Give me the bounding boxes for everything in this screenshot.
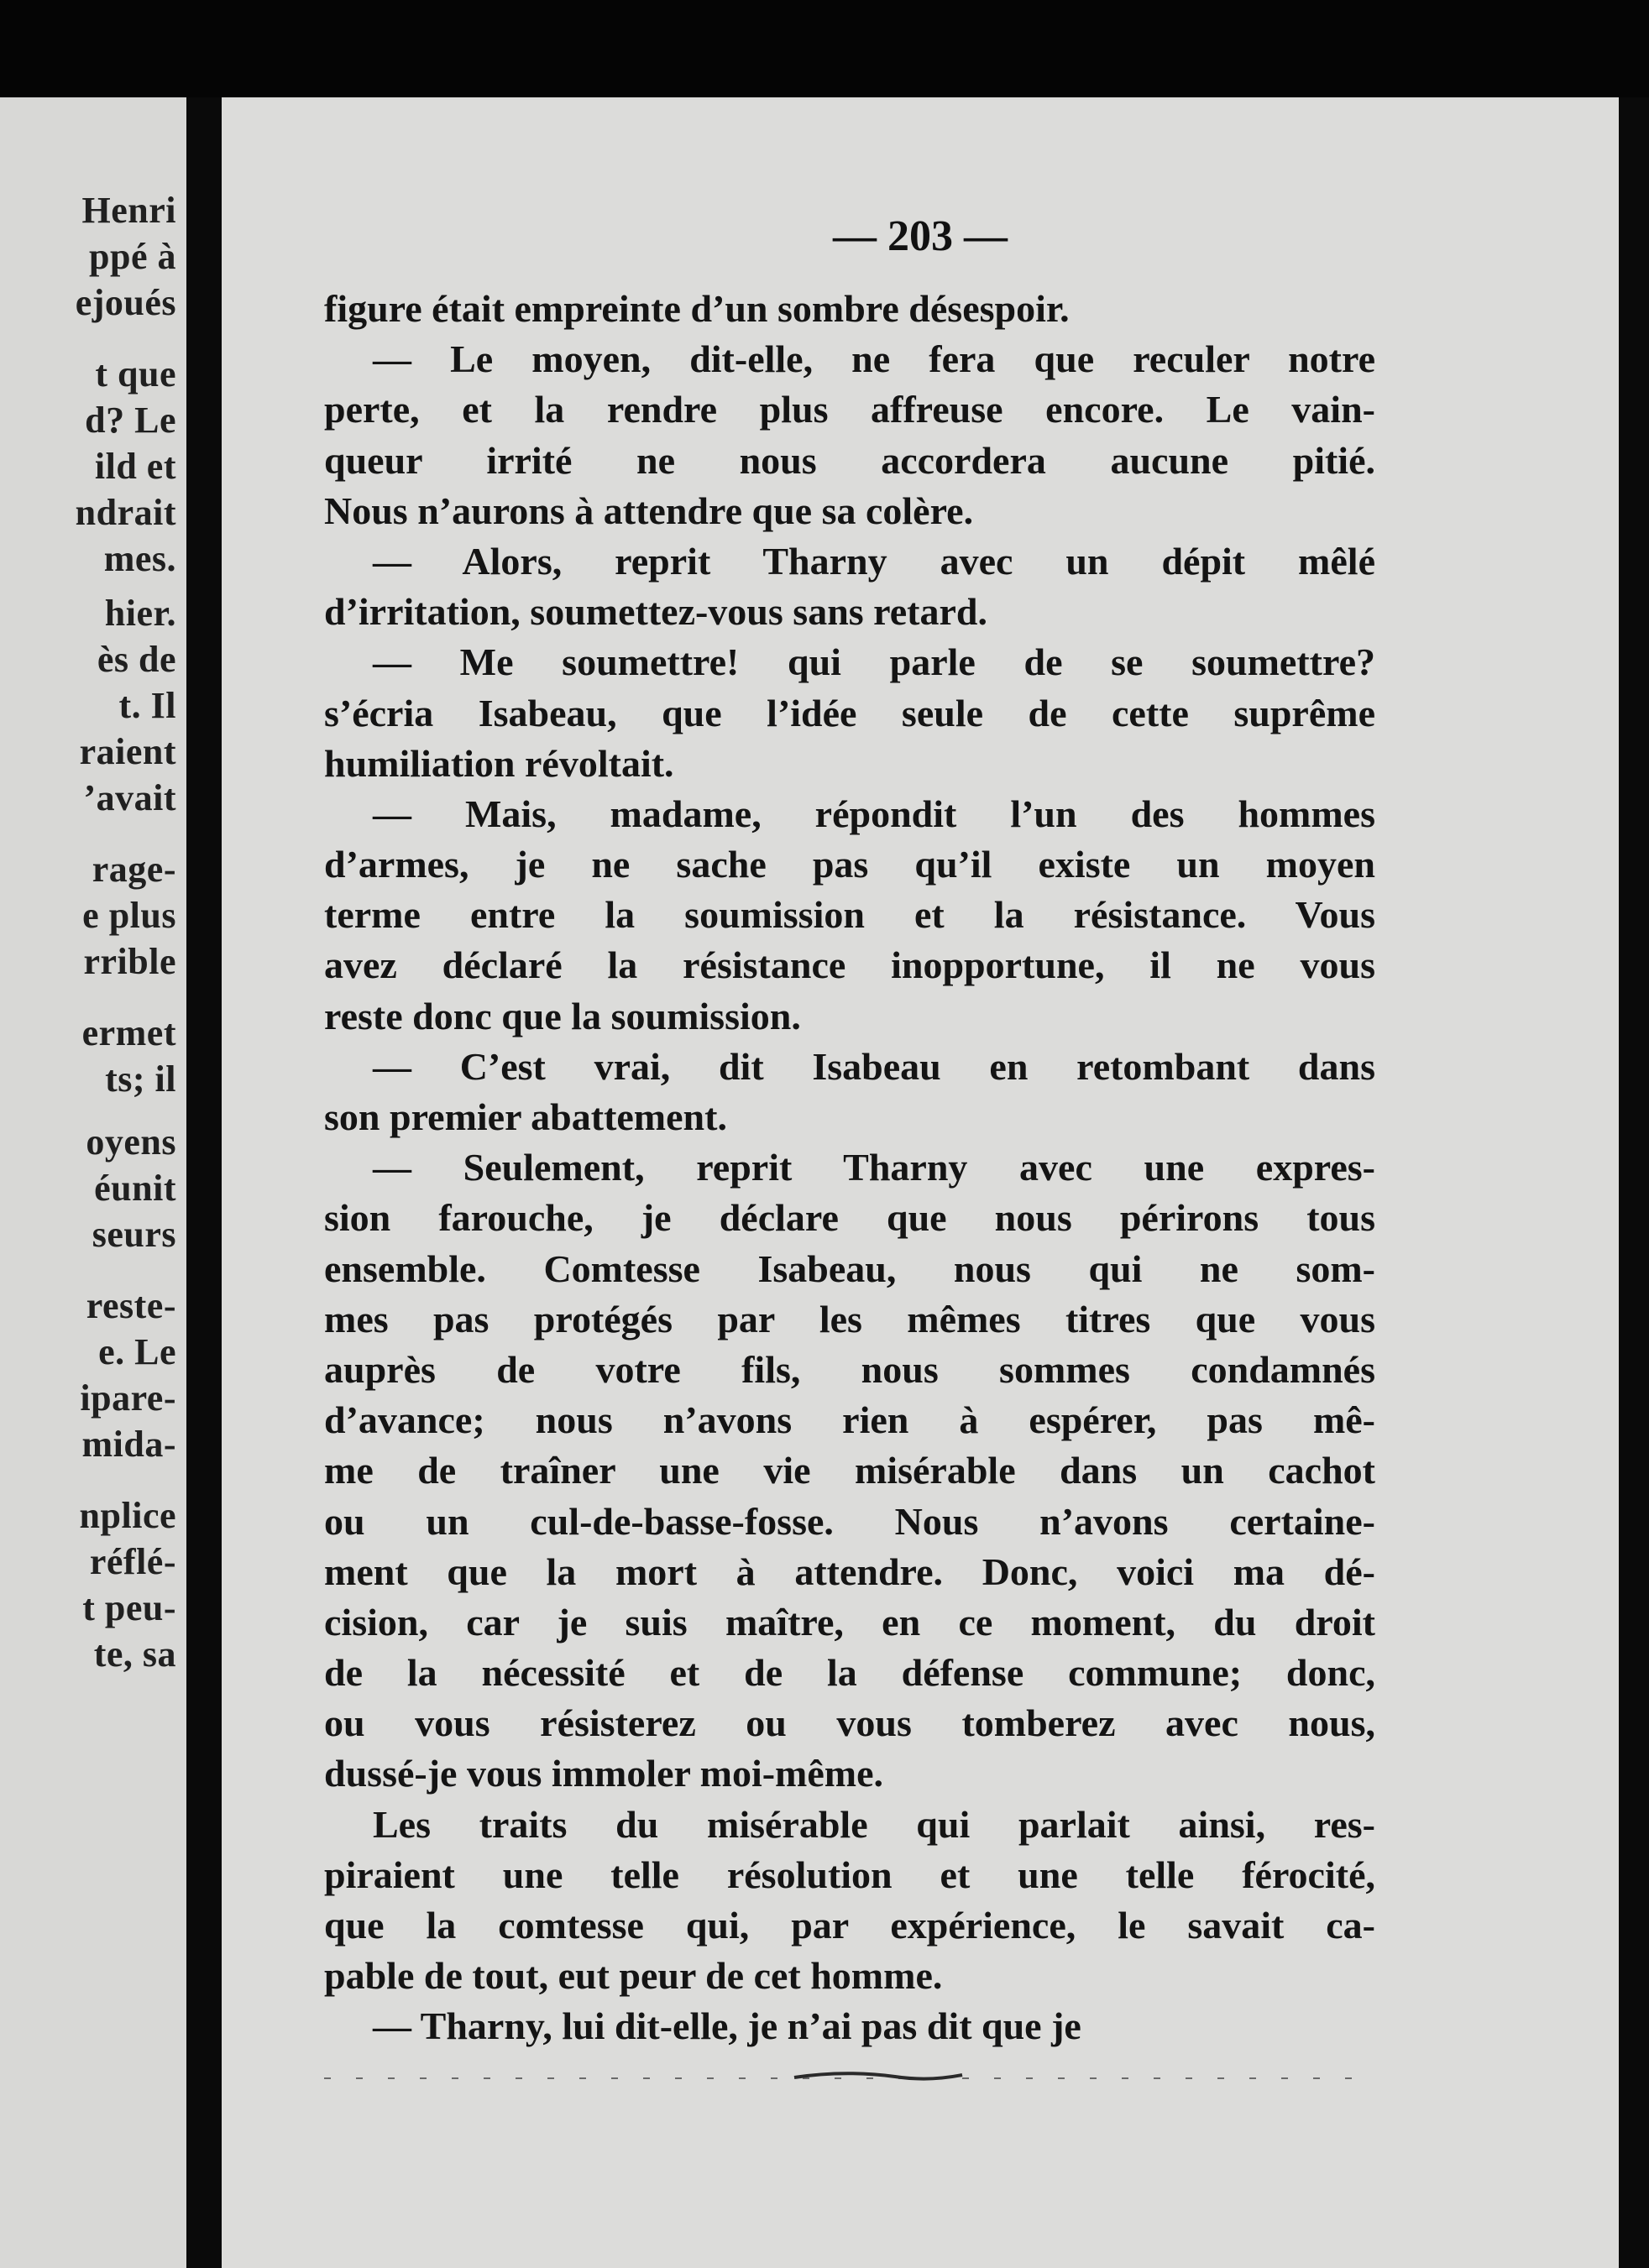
- left-page-line: t que: [95, 353, 176, 395]
- left-page-line: e plus: [82, 895, 176, 936]
- text-line: Les traits du misérable qui parlait ainsi, res-: [373, 1802, 1375, 1846]
- text-line: ou un cul-de-basse-fosse. Nous n’avons certaine-: [324, 1499, 1375, 1543]
- book-gutter: [186, 97, 222, 2268]
- text-line: de la nécessité et de la défense commune; donc,: [324, 1651, 1375, 1695]
- left-page-line: ild et: [94, 446, 176, 487]
- text-line: mes pas protégés par les mêmes titres que vous: [324, 1297, 1375, 1340]
- bottom-rule-ornament: [324, 2065, 1375, 2088]
- left-page-line: nplice: [79, 1495, 176, 1536]
- left-page-line: ppé à: [89, 236, 176, 277]
- text-line: pable de tout, eut peur de cet homme.: [324, 1954, 943, 1998]
- text-line: Nous n’aurons à attendre que sa colère.: [324, 489, 974, 532]
- left-page-line: ts; il: [105, 1058, 176, 1100]
- left-page-line: t. Il: [118, 685, 176, 726]
- text-line: avez déclaré la résistance inopportune, il ne vous: [324, 943, 1375, 987]
- left-page-line: réflé-: [89, 1541, 176, 1582]
- text-line: son premier abattement.: [324, 1095, 727, 1138]
- page-number: — 203 —: [833, 212, 1008, 260]
- left-page-line: hier.: [104, 593, 176, 634]
- text-line: — C’est vrai, dit Isabeau en retombant dans: [373, 1044, 1375, 1088]
- left-page-line: rage-: [92, 849, 176, 890]
- text-line: dussé-je vous immoler moi-même.: [324, 1752, 884, 1795]
- text-line: terme entre la soumission et la résistance. Vous: [324, 893, 1375, 937]
- text-line: ment que la mort à attendre. Donc, voici ma dé-: [324, 1549, 1375, 1593]
- text-line: figure était empreinte d’un sombre désespoir.: [324, 287, 1070, 330]
- text-line: me de traîner une vie misérable dans un cachot: [324, 1449, 1375, 1492]
- text-line: d’avance; nous n’avons rien à espérer, pas mê-: [324, 1398, 1375, 1442]
- text-line: reste donc que la soumission.: [324, 994, 801, 1037]
- left-page-line: rrible: [83, 941, 176, 982]
- text-line: — Seulement, reprit Tharny avec une expres-: [373, 1146, 1375, 1189]
- body-text: [324, 284, 1375, 2052]
- left-page-line: ejoués: [75, 282, 176, 323]
- left-page-line: ès de: [97, 639, 176, 680]
- text-line: ensemble. Comtesse Isabeau, nous qui ne som-: [324, 1246, 1375, 1290]
- text-line: — Le moyen, dit-elle, ne fera que reculer notre: [373, 337, 1375, 381]
- left-page-line: t peu-: [82, 1587, 176, 1628]
- text-line: — Me soumettre! qui parle de se soumettre?: [373, 640, 1375, 684]
- text-line: ou vous résisterez ou vous tomberez avec nous,: [324, 1701, 1375, 1745]
- left-page-line: e. Le: [98, 1331, 176, 1372]
- text-line: auprès de votre fils, nous sommes condamnés: [324, 1347, 1375, 1391]
- text-line: sion farouche, je déclare que nous périrons tous: [324, 1196, 1375, 1240]
- left-page-line: ipare-: [80, 1377, 176, 1419]
- left-page-line: ndrait: [75, 492, 176, 533]
- left-page-line: ’avait: [83, 777, 176, 818]
- page-edge: [1619, 97, 1649, 2268]
- left-page-line: mes.: [103, 538, 176, 579]
- left-page-line: raient: [79, 731, 176, 772]
- left-page-line: mida-: [81, 1424, 176, 1465]
- text-line: que la comtesse qui, par expérience, le savait ca-: [324, 1904, 1375, 1947]
- text-line: perte, et la rendre plus affreuse encore. Le vain-: [324, 388, 1375, 431]
- text-line: — Mais, madame, répondit l’un des hommes: [373, 792, 1375, 835]
- left-page-fragment: [0, 97, 186, 2268]
- text-line: queur irrité ne nous accordera aucune pitié.: [324, 438, 1375, 482]
- left-page-line: oyens: [86, 1121, 176, 1163]
- text-line: s’écria Isabeau, que l’idée seule de cette suprême: [324, 691, 1375, 734]
- text-line: cision, car je suis maître, en ce moment, du droit: [324, 1600, 1375, 1644]
- left-page-line: te, sa: [93, 1633, 176, 1675]
- left-page-line: éunit: [94, 1168, 176, 1209]
- left-page-line: d? Le: [85, 400, 176, 441]
- text-line: — Tharny, lui dit-elle, je n’ai pas dit que je: [373, 2004, 1081, 2048]
- text-line: d’irritation, soumettez-vous sans retard.: [324, 590, 987, 634]
- text-line: d’armes, je ne sache pas qu’il existe un moyen: [324, 843, 1375, 886]
- left-page-line: ermet: [81, 1012, 176, 1053]
- text-line: — Alors, reprit Tharny avec un dépit mêlé: [373, 539, 1375, 583]
- text-line: humiliation révoltait.: [324, 741, 674, 785]
- text-line: piraient une telle résolution et une telle férocité,: [324, 1853, 1375, 1896]
- right-page: [222, 97, 1619, 2268]
- left-page-line: Henri: [81, 190, 176, 231]
- left-page-line: reste-: [86, 1285, 176, 1326]
- left-page-line: seurs: [92, 1214, 176, 1255]
